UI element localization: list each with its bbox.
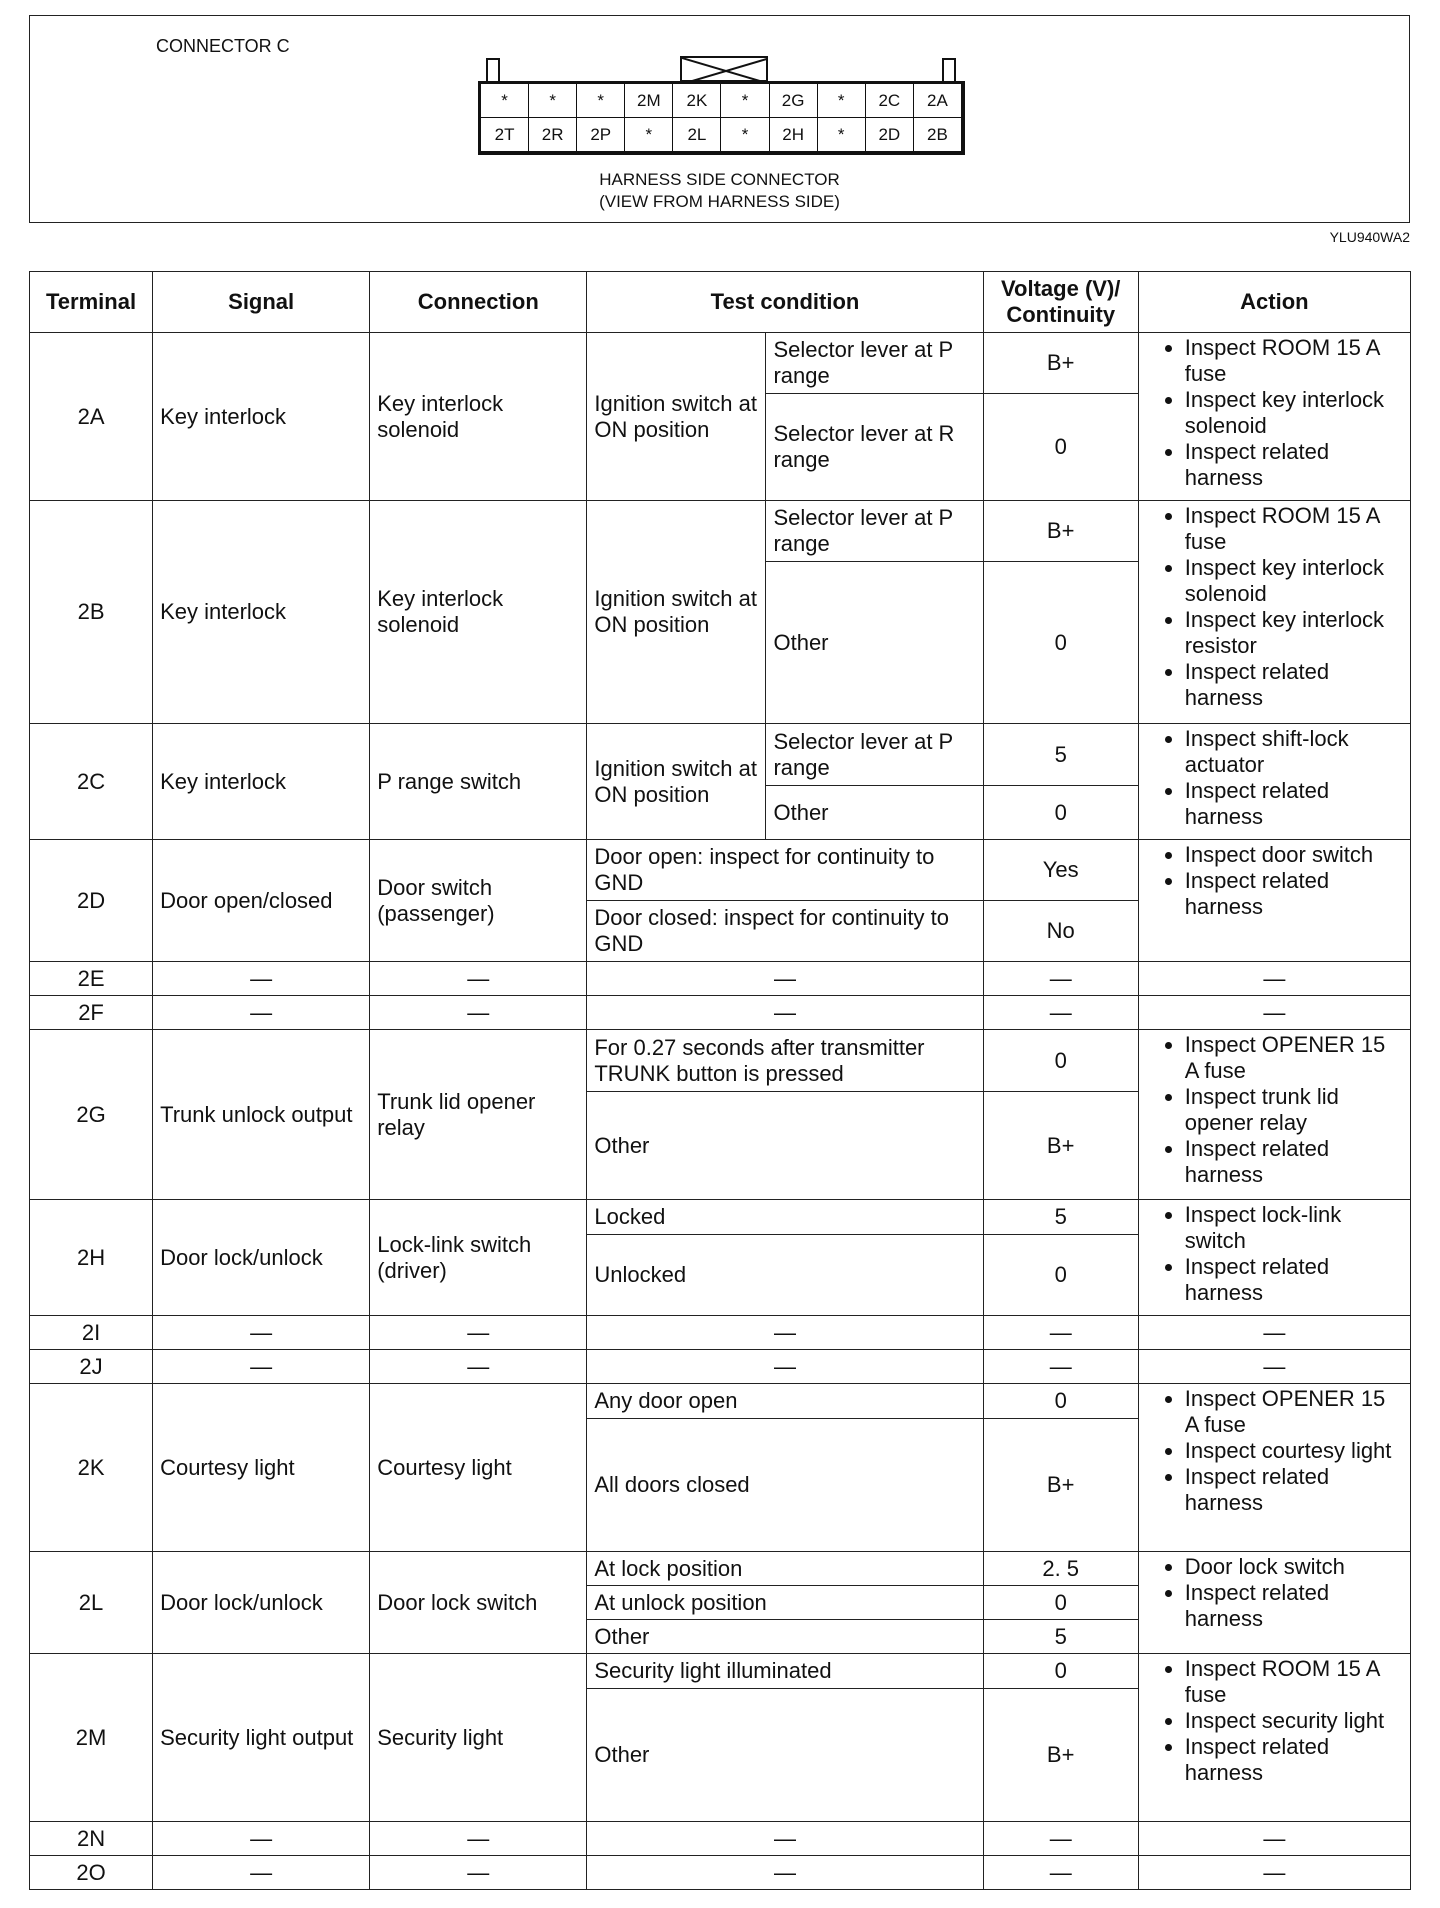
connector-pin: 2C <box>866 84 914 118</box>
value-dash-cell: — <box>983 1856 1138 1890</box>
terminal-cell: 2J <box>30 1350 153 1384</box>
action-item: • Inspect related harness <box>1185 868 1403 920</box>
action-item: • Inspect related harness <box>1185 1136 1403 1188</box>
signal-cell: Door lock/unlock <box>153 1200 370 1316</box>
test-dash-cell: — <box>587 1316 983 1350</box>
signal-cell: Door open/closed <box>153 840 370 962</box>
connection-dash-cell: — <box>370 1350 587 1384</box>
value-dash-cell: — <box>983 962 1138 996</box>
connection-dash-cell: — <box>370 1822 587 1856</box>
signal-dash-cell: — <box>153 1316 370 1350</box>
header-signal: Signal <box>153 272 370 333</box>
action-item: • Inspect key interlock solenoid <box>1185 555 1403 607</box>
connector-pin: * <box>721 118 769 152</box>
connection-dash-cell: — <box>370 962 587 996</box>
condition-cell: Unlocked <box>587 1235 983 1316</box>
connector-caption <box>30 169 1409 213</box>
connection-cell: Trunk lid opener relay <box>370 1030 587 1200</box>
connector-pin: 2R <box>529 118 577 152</box>
table-row <box>30 333 1411 394</box>
connector-title: CONNECTOR C <box>156 36 290 56</box>
connection-cell: Lock-link switch (driver) <box>370 1200 587 1316</box>
action-item: • Inspect OPENER 15 A fuse <box>1185 1032 1403 1084</box>
action-item: • Inspect related harness <box>1185 778 1403 830</box>
voltage-continuity-cell: 0 <box>983 786 1138 840</box>
signal-dash-cell: — <box>153 1350 370 1384</box>
test-condition-cell: Ignition switch at ON position <box>587 724 766 840</box>
action-cell <box>1138 1552 1410 1654</box>
signal-cell: Key interlock <box>153 501 370 724</box>
value-dash-cell: — <box>983 1350 1138 1384</box>
action-item: • Inspect ROOM 15 A fuse <box>1185 503 1403 555</box>
connector-pin: 2B <box>914 118 962 152</box>
connection-cell: Door switch (passenger) <box>370 840 587 962</box>
action-list <box>1149 842 1403 920</box>
voltage-continuity-cell: B+ <box>983 1092 1138 1200</box>
action-dash-cell: — <box>1138 1350 1410 1384</box>
test-dash-cell: — <box>587 996 983 1030</box>
terminal-inspection-table <box>29 271 1411 1890</box>
connector-pin: * <box>481 84 529 118</box>
voltage-continuity-cell: No <box>983 901 1138 962</box>
signal-cell: Key interlock <box>153 724 370 840</box>
connector-pin-grid <box>478 81 965 155</box>
action-list <box>1149 1656 1403 1786</box>
action-cell <box>1138 724 1410 840</box>
connection-dash-cell: — <box>370 996 587 1030</box>
voltage-continuity-cell: 0 <box>983 1384 1138 1419</box>
action-list <box>1149 726 1403 830</box>
action-cell <box>1138 1654 1410 1822</box>
action-dash-cell: — <box>1138 1856 1410 1890</box>
connector-pin: * <box>818 84 866 118</box>
table-row <box>30 501 1411 562</box>
condition-cell: Door open: inspect for continuity to GND <box>587 840 983 901</box>
action-item: • Inspect courtesy light <box>1185 1438 1403 1464</box>
connector-pin: 2P <box>577 118 625 152</box>
voltage-continuity-cell: 0 <box>983 1235 1138 1316</box>
voltage-continuity-cell: 0 <box>983 1654 1138 1689</box>
connector-pin: * <box>577 84 625 118</box>
condition-cell: Other <box>587 1620 983 1654</box>
action-item: • Inspect related harness <box>1185 1734 1403 1786</box>
condition-cell: Selector lever at P range <box>766 724 983 786</box>
signal-cell: Courtesy light <box>153 1384 370 1552</box>
terminal-cell: 2A <box>30 333 153 501</box>
action-item: • Inspect ROOM 15 A fuse <box>1185 335 1403 387</box>
table-row <box>30 1384 1411 1419</box>
test-dash-cell: — <box>587 1822 983 1856</box>
connection-cell: Key interlock solenoid <box>370 333 587 501</box>
terminal-cell: 2N <box>30 1822 153 1856</box>
value-dash-cell: — <box>983 1316 1138 1350</box>
terminal-cell: 2K <box>30 1384 153 1552</box>
voltage-continuity-cell: B+ <box>983 333 1138 394</box>
signal-cell: Trunk unlock output <box>153 1030 370 1200</box>
action-cell <box>1138 333 1410 501</box>
action-item: • Inspect related harness <box>1185 1254 1403 1306</box>
action-item: • Inspect security light <box>1185 1708 1403 1734</box>
connection-dash-cell: — <box>370 1856 587 1890</box>
connector-pin: 2L <box>673 118 721 152</box>
table-row <box>30 840 1411 901</box>
signal-cell: Security light output <box>153 1654 370 1822</box>
action-item: • Inspect related harness <box>1185 659 1403 711</box>
condition-cell: At unlock position <box>587 1586 983 1620</box>
table-row <box>30 1316 1411 1350</box>
test-dash-cell: — <box>587 962 983 996</box>
voltage-continuity-cell: 0 <box>983 1586 1138 1620</box>
test-condition-cell: Ignition switch at ON position <box>587 333 766 501</box>
table-row <box>30 1856 1411 1890</box>
terminal-cell: 2D <box>30 840 153 962</box>
signal-dash-cell: — <box>153 1856 370 1890</box>
signal-cell: Door lock/unlock <box>153 1552 370 1654</box>
figure-id: YLU940WA2 <box>1329 229 1410 245</box>
voltage-continuity-cell: 2. 5 <box>983 1552 1138 1586</box>
action-dash-cell: — <box>1138 1316 1410 1350</box>
condition-cell: Security light illuminated <box>587 1654 983 1689</box>
connector-pin: 2T <box>481 118 529 152</box>
condition-cell: Other <box>766 562 983 724</box>
signal-dash-cell: — <box>153 996 370 1030</box>
action-item: • Inspect related harness <box>1185 1464 1403 1516</box>
terminal-cell: 2F <box>30 996 153 1030</box>
terminal-cell: 2E <box>30 962 153 996</box>
condition-cell: Other <box>587 1092 983 1200</box>
header-test-condition: Test condition <box>587 272 983 333</box>
voltage-continuity-cell: 5 <box>983 1620 1138 1654</box>
voltage-continuity-cell: Yes <box>983 840 1138 901</box>
terminal-cell: 2C <box>30 724 153 840</box>
caption-line-1: HARNESS SIDE CONNECTOR <box>599 170 840 189</box>
voltage-continuity-cell: 0 <box>983 1030 1138 1092</box>
connection-cell: Key interlock solenoid <box>370 501 587 724</box>
connector-diagram-box <box>29 15 1410 223</box>
action-item: • Inspect door switch <box>1185 842 1403 868</box>
voltage-continuity-cell: 0 <box>983 562 1138 724</box>
header-action: Action <box>1138 272 1410 333</box>
table-row <box>30 1030 1411 1092</box>
terminal-cell: 2G <box>30 1030 153 1200</box>
terminal-cell: 2O <box>30 1856 153 1890</box>
terminal-cell: 2M <box>30 1654 153 1822</box>
connection-dash-cell: — <box>370 1316 587 1350</box>
condition-cell: Door closed: inspect for continuity to GND <box>587 901 983 962</box>
table-row <box>30 1654 1411 1689</box>
action-list <box>1149 335 1403 491</box>
connector-pin: 2H <box>770 118 818 152</box>
header-terminal: Terminal <box>30 272 153 333</box>
condition-cell: Any door open <box>587 1384 983 1419</box>
action-cell <box>1138 1200 1410 1316</box>
signal-dash-cell: — <box>153 1822 370 1856</box>
table-row <box>30 996 1411 1030</box>
table-row <box>30 962 1411 996</box>
condition-cell: Selector lever at P range <box>766 333 983 394</box>
action-item: • Door lock switch <box>1185 1554 1403 1580</box>
connection-cell: P range switch <box>370 724 587 840</box>
action-item: • Inspect trunk lid opener relay <box>1185 1084 1403 1136</box>
test-condition-cell: Ignition switch at ON position <box>587 501 766 724</box>
voltage-continuity-cell: 5 <box>983 724 1138 786</box>
action-dash-cell: — <box>1138 962 1410 996</box>
action-list <box>1149 1202 1403 1306</box>
connector-pin: * <box>529 84 577 118</box>
condition-cell: Selector lever at R range <box>766 394 983 501</box>
action-cell <box>1138 1030 1410 1200</box>
connection-cell: Courtesy light <box>370 1384 587 1552</box>
connector-pin: * <box>625 118 673 152</box>
action-item: • Inspect shift-lock actuator <box>1185 726 1403 778</box>
action-item: • Inspect lock-link switch <box>1185 1202 1403 1254</box>
signal-dash-cell: — <box>153 962 370 996</box>
action-list <box>1149 503 1403 711</box>
action-cell <box>1138 1384 1410 1552</box>
connection-cell: Security light <box>370 1654 587 1822</box>
table-row <box>30 1200 1411 1235</box>
connector-lock-cross-icon <box>680 56 768 82</box>
connector-pin: 2G <box>770 84 818 118</box>
test-dash-cell: — <box>587 1350 983 1384</box>
connector-pin: 2A <box>914 84 962 118</box>
connector-pin: * <box>818 118 866 152</box>
terminal-cell: 2H <box>30 1200 153 1316</box>
connection-cell: Door lock switch <box>370 1552 587 1654</box>
action-dash-cell: — <box>1138 1822 1410 1856</box>
condition-cell: Other <box>587 1689 983 1822</box>
table-header-row <box>30 272 1411 333</box>
action-item: • Inspect key interlock resistor <box>1185 607 1403 659</box>
table-row <box>30 1822 1411 1856</box>
action-dash-cell: — <box>1138 996 1410 1030</box>
table-row <box>30 1552 1411 1586</box>
test-dash-cell: — <box>587 1856 983 1890</box>
action-item: • Inspect related harness <box>1185 439 1403 491</box>
action-cell <box>1138 501 1410 724</box>
condition-cell: All doors closed <box>587 1419 983 1552</box>
terminal-cell: 2L <box>30 1552 153 1654</box>
header-voltage: Voltage (V)/ Continuity <box>983 272 1138 333</box>
condition-cell: Other <box>766 786 983 840</box>
voltage-continuity-cell: 5 <box>983 1200 1138 1235</box>
connector-latch-right <box>942 58 956 82</box>
header-connection: Connection <box>370 272 587 333</box>
action-item: • Inspect related harness <box>1185 1580 1403 1632</box>
table-row <box>30 1350 1411 1384</box>
signal-cell: Key interlock <box>153 333 370 501</box>
voltage-continuity-cell: B+ <box>983 1689 1138 1822</box>
connector-pin: 2M <box>625 84 673 118</box>
table-row <box>30 724 1411 786</box>
terminal-cell: 2B <box>30 501 153 724</box>
action-item: • Inspect OPENER 15 A fuse <box>1185 1386 1403 1438</box>
condition-cell: For 0.27 seconds after transmitter TRUNK button is pressed <box>587 1030 983 1092</box>
voltage-continuity-cell: B+ <box>983 1419 1138 1552</box>
connector-pin: * <box>721 84 769 118</box>
caption-line-2: (VIEW FROM HARNESS SIDE) <box>599 192 840 211</box>
condition-cell: At lock position <box>587 1552 983 1586</box>
action-item: • Inspect key interlock solenoid <box>1185 387 1403 439</box>
action-list <box>1149 1386 1403 1516</box>
condition-cell: Locked <box>587 1200 983 1235</box>
voltage-continuity-cell: 0 <box>983 394 1138 501</box>
action-list <box>1149 1554 1403 1632</box>
condition-cell: Selector lever at P range <box>766 501 983 562</box>
connector-pin: 2K <box>673 84 721 118</box>
action-list <box>1149 1032 1403 1188</box>
voltage-continuity-cell: B+ <box>983 501 1138 562</box>
value-dash-cell: — <box>983 996 1138 1030</box>
action-cell <box>1138 840 1410 962</box>
terminal-cell: 2I <box>30 1316 153 1350</box>
value-dash-cell: — <box>983 1822 1138 1856</box>
connector-latch-left <box>486 58 500 82</box>
connector-pin: 2D <box>866 118 914 152</box>
action-item: • Inspect ROOM 15 A fuse <box>1185 1656 1403 1708</box>
